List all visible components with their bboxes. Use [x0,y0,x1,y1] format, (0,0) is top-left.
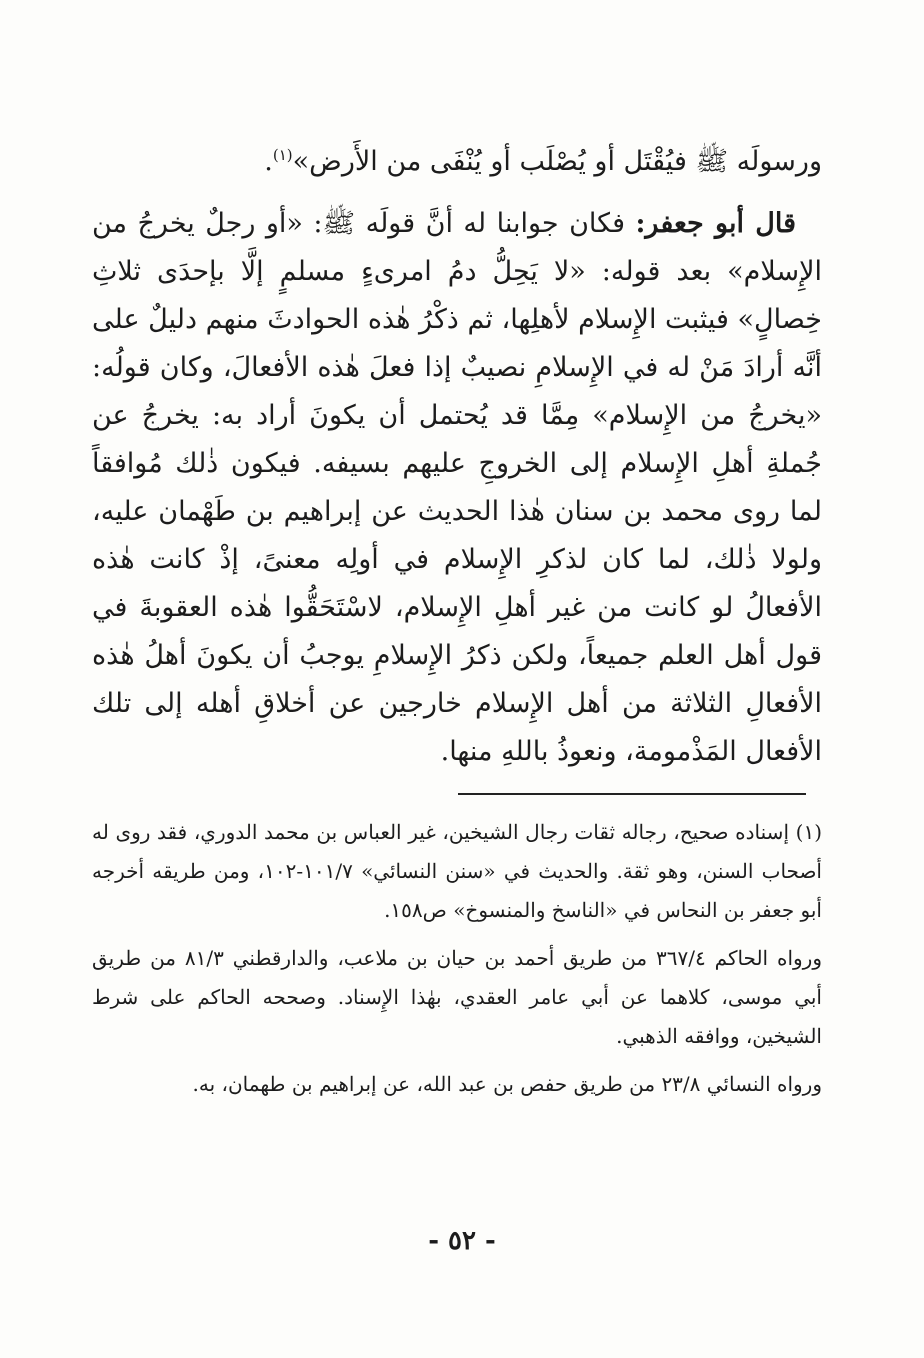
footnote-1: (١) إسناده صحيح، رجاله ثقات رجال الشيخين، غير العباس بن محمد الدوري، فقد روى له أصحاب السنن، وهو ثقة. والحديث في «سنن النسائي» ١٠١/٧-١٠٢، ومن طريقه أخرجه أبو جعفر بن النحاس في «الناسخ والمنسوخ» ص١٥٨. [92,820,822,922]
footnote-2: ورواه الحاكم ٣٦٧/٤ من طريق أحمد بن حيان بن ملاعب، والدارقطني ٨١/٣ من طريق أبي موسى، كلاهما عن أبي عامر العقدي، بهٰذا الإِسناد. وصححه الحاكم على شرط الشيخين، ووافقه الذهبي. [92,946,823,1048]
footnotes [92,813,822,1113]
paragraph-text: فكان جوابنا له أنَّ قولَه ﷺ: «أو رجلٌ يخرجُ من الإِسلام» بعد قوله: «لا يَحِلُّ دمُ امرىءٍ مسلمٍ إلَّا بإحدَى ثلاثِ خِصالٍ» فيثبت الإِسلام لأهلِها، ثم ذكْرُ هٰذه الحوادثَ منهم دليلٌ على أنَّه أرادَ مَنْ له في الإِسلامِ نصيبٌ إذا فعلَ هٰذه الأفعالَ، وكان قولُه: «يخرجُ من الإِسلام» مِمَّا قد يُحتمل أن يكونَ أراد به: يخرجُ عن جُملةِ أهلِ الإِسلام إلى الخروجِ عليهم بسيفه. فيكون ذٰلك مُوافقاً لما روى محمد بن سنان هٰذا الحديث عن إبراهيم بن طَهْمان عليه، ولولا ذٰلك، لما كان لذكرِ الإِسلام في أولِه معنىً، إذْ كانت هٰذه الأفعالُ لو كانت من غير أهلِ الإِسلام، لاسْتَحَقُّوا هٰذه العقوبةَ في قول أهل العلم جميعاً، ولكن ذكرُ الإِسلامِ يوجبُ أن يكونَ أهلُ هٰذه الأفعالِ الثلاثة من أهل الإِسلام خارجين عن أخلاقِ أهله إلى تلك الأفعال المَذْمومة، ونعوذُ باللهِ منها. [92,208,822,767]
footnote-separator [458,793,806,795]
opening-end: . [264,146,273,177]
page-number: - ٥٢ - [428,1226,496,1256]
opening-line [92,138,822,186]
main-text [92,138,822,776]
footnote-3: ورواه النسائي ٢٣/٨ من طريق حفص بن عبد الله، عن إبراهيم بن طهمان، به. [192,1072,822,1096]
footnote-reference[interactable]: (١) [272,146,293,164]
commentary-paragraph [92,200,822,776]
speaker-label: قال أبو جعفر: [635,208,797,239]
opening-text: ورسولَه ﷺ فيُقْتَل أو يُصْلَب أو يُنْفَى من الأَرض» [292,146,822,177]
